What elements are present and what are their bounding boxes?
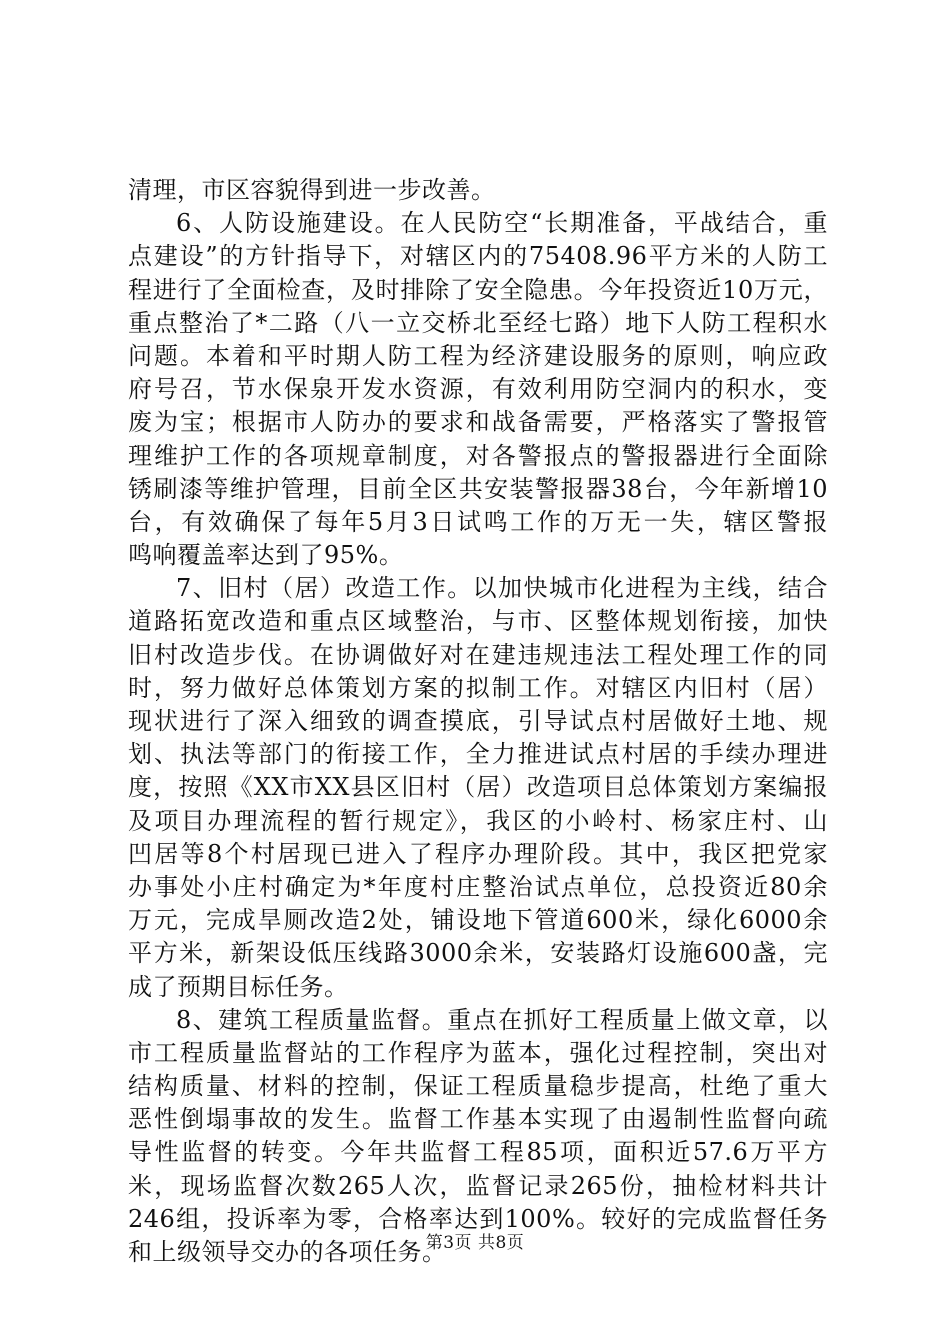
text-line: 问题。本着和平时期人防工程为经济建设服务的原则，响应政 [128,341,828,370]
text-line: 万元，完成旱厕改造2处，铺设地下管道600米，绿化6000余 [128,906,828,935]
text-line: 及项目办理流程的暂行规定》，我区的小岭村、杨家庄村、山 [128,806,828,835]
text-line: 旧村改造步伐。在协调做好对在建违规违法工程处理工作的同 [128,640,828,669]
text-line: 市工程质量监督站的工作程序为蓝本，强化过程控制，突出对 [128,1038,828,1067]
text-line: 导性监督的转变。今年共监督工程85项，面积近57.6万平方 [128,1138,828,1167]
text-line: 7、旧村（居）改造工作。以加快城市化进程为主线，结合 [176,574,828,603]
text-line: 府号召，节水保泉开发水资源，有效利用防空洞内的积水，变 [128,375,828,404]
text-line: 时，努力做好总体策划方案的拟制工作。对辖区内旧村（居） [128,673,828,702]
text-line: 结构质量、材料的控制，保证工程质量稳步提高，杜绝了重大 [128,1072,828,1101]
text-line: 废为宝；根据市人防办的要求和战备需要，严格落实了警报管 [128,408,828,437]
text-line: 6、人防设施建设。在人民防空“长期准备，平战结合，重 [176,209,828,238]
text-line: 锈刷漆等维护管理，目前全区共安装警报器38台，今年新增10 [128,474,828,503]
text-line: 点建设”的方针指导下，对辖区内的75408.96平方米的人防工 [128,242,828,271]
text-line: 道路拓宽改造和重点区域整治，与市、区整体规划衔接，加快 [128,607,828,636]
text-line: 重点整治了*二路（八一立交桥北至经七路）地下人防工程积水 [128,308,828,337]
text-line: 度，按照《XX市XX县区旧村（居）改造项目总体策划方案编报 [128,773,828,802]
page-footer: 第3页 共8页 [425,1233,525,1253]
text-line: 鸣响覆盖率达到了95%。 [128,541,404,570]
text-line: 和上级领导交办的各项任务。 [128,1238,447,1266]
text-line: 8、建筑工程质量监督。重点在抓好工程质量上做文章，以 [176,1005,828,1034]
text-line: 成了预期目标任务。 [128,972,349,1001]
text-line: 台，有效确保了每年5月3日试鸣工作的万无一失，辖区警报 [128,507,828,536]
text-line: 清理，市区容貌得到进一步改善。 [128,176,496,204]
text-line: 理维护工作的各项规章制度，对各警报点的警报器进行全面除 [128,441,828,470]
text-line: 246组，投诉率为零，合格率达到100%。较好的完成监督任务 [128,1204,828,1233]
body-text [128,174,828,1269]
text-line: 办事处小庄村确定为*年度村庄整治试点单位，总投资近80余 [128,872,828,901]
text-line: 划、执法等部门的衔接工作，全力推进试点村居的手续办理进 [128,740,828,769]
text-line: 米，现场监督次数265人次，监督记录265份，抽检材料共计 [128,1171,828,1200]
text-line: 恶性倒塌事故的发生。监督工作基本实现了由遏制性监督向疏 [128,1105,828,1134]
text-line: 程进行了全面检查，及时排除了安全隐患。今年投资近10万元， [128,275,828,304]
text-line: 平方米，新架设低压线路3000余米，安装路灯设施600盏，完 [128,939,828,968]
text-line: 现状进行了深入细致的调查摸底，引导试点村居做好土地、规 [128,707,828,735]
text-line: 凹居等8个村居现已进入了程序办理阶段。其中，我区把党家 [128,839,828,868]
